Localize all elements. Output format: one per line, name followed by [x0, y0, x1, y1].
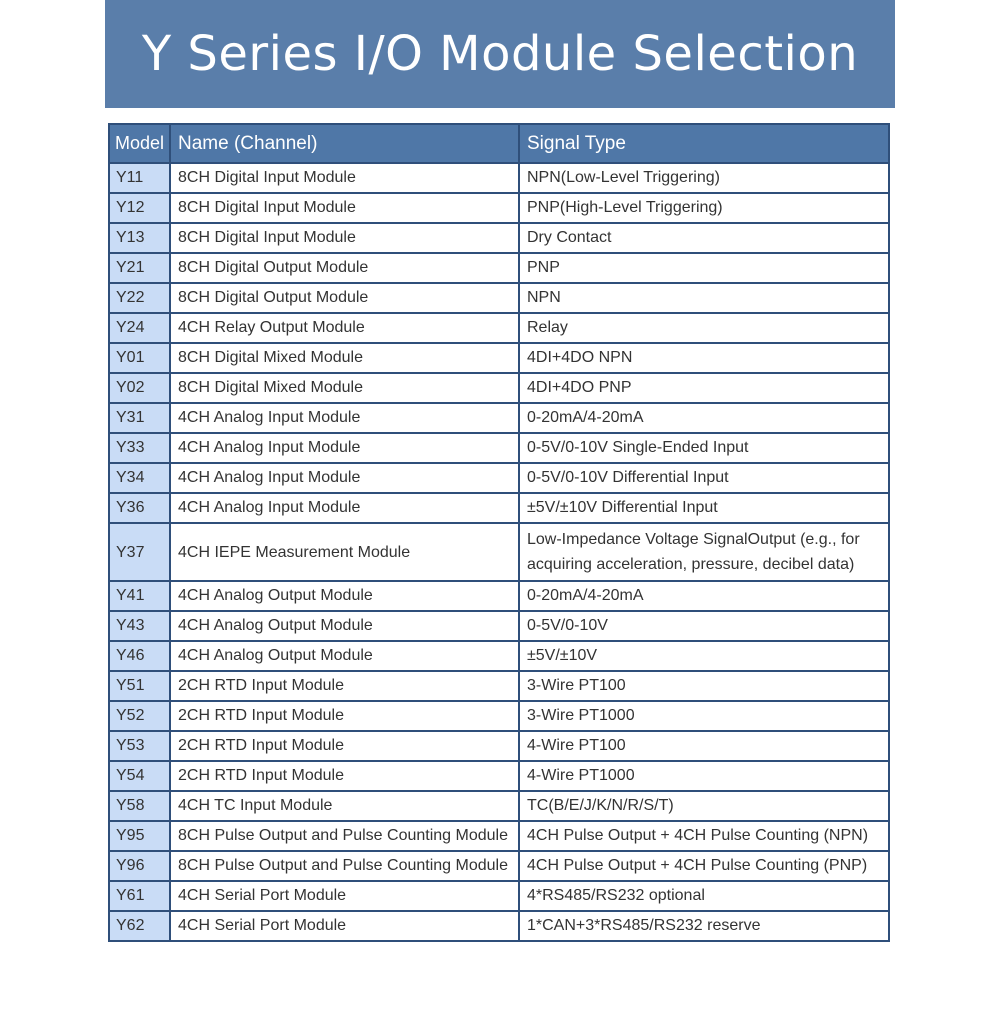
signal-type-cell: PNP(High-Level Triggering): [519, 193, 889, 223]
signal-type-cell: ±5V/±10V: [519, 641, 889, 671]
table-row: [109, 701, 889, 731]
name-cell: 2CH RTD Input Module: [170, 671, 519, 701]
name-cell: 4CH Analog Output Module: [170, 641, 519, 671]
name-cell: 4CH Analog Output Module: [170, 581, 519, 611]
table-header-row: [109, 124, 889, 163]
name-cell: 2CH RTD Input Module: [170, 731, 519, 761]
name-cell: 8CH Digital Input Module: [170, 163, 519, 193]
name-cell: 8CH Digital Output Module: [170, 283, 519, 313]
model-cell: Y24: [109, 313, 170, 343]
table-row: [109, 493, 889, 523]
table-row: [109, 433, 889, 463]
table-row: [109, 761, 889, 791]
table-row: [109, 523, 889, 581]
signal-type-cell: 0-5V/0-10V: [519, 611, 889, 641]
table-body: [109, 163, 889, 941]
table-row: [109, 313, 889, 343]
header-model: Model: [109, 124, 170, 163]
model-cell: Y36: [109, 493, 170, 523]
table-row: [109, 403, 889, 433]
model-cell: Y01: [109, 343, 170, 373]
name-cell: 8CH Pulse Output and Pulse Counting Module: [170, 821, 519, 851]
model-cell: Y13: [109, 223, 170, 253]
table-row: [109, 163, 889, 193]
table-row: [109, 283, 889, 313]
table-row: [109, 821, 889, 851]
table-row: [109, 641, 889, 671]
model-cell: Y46: [109, 641, 170, 671]
model-cell: Y51: [109, 671, 170, 701]
module-selection-table: [108, 123, 890, 942]
name-cell: 4CH Analog Input Module: [170, 463, 519, 493]
name-cell: 8CH Digital Mixed Module: [170, 373, 519, 403]
name-cell: 2CH RTD Input Module: [170, 761, 519, 791]
name-cell: 4CH Analog Input Module: [170, 493, 519, 523]
name-cell: 4CH Serial Port Module: [170, 881, 519, 911]
name-cell: 4CH IEPE Measurement Module: [170, 523, 519, 581]
signal-type-cell: PNP: [519, 253, 889, 283]
model-cell: Y53: [109, 731, 170, 761]
model-cell: Y11: [109, 163, 170, 193]
model-cell: Y31: [109, 403, 170, 433]
name-cell: 4CH Relay Output Module: [170, 313, 519, 343]
title-banner: [105, 0, 895, 108]
signal-type-cell: 4-Wire PT1000: [519, 761, 889, 791]
table-row: [109, 463, 889, 493]
table-row: [109, 611, 889, 641]
signal-type-cell: Relay: [519, 313, 889, 343]
signal-type-cell: 0-5V/0-10V Differential Input: [519, 463, 889, 493]
table-row: [109, 671, 889, 701]
signal-type-cell: 4*RS485/RS232 optional: [519, 881, 889, 911]
model-cell: Y62: [109, 911, 170, 941]
name-cell: 4CH Analog Input Module: [170, 403, 519, 433]
signal-type-cell: Low-Impedance Voltage SignalOutput (e.g., for acquiring acceleration, pressure, decibel data): [519, 523, 889, 581]
name-cell: 4CH Analog Output Module: [170, 611, 519, 641]
signal-type-cell: Dry Contact: [519, 223, 889, 253]
table-row: [109, 343, 889, 373]
name-cell: 8CH Pulse Output and Pulse Counting Module: [170, 851, 519, 881]
signal-type-cell: 4CH Pulse Output + 4CH Pulse Counting (PNP): [519, 851, 889, 881]
model-cell: Y22: [109, 283, 170, 313]
signal-type-cell: NPN(Low-Level Triggering): [519, 163, 889, 193]
table-row: [109, 881, 889, 911]
name-cell: 4CH TC Input Module: [170, 791, 519, 821]
header-signal-type: Signal Type: [519, 124, 889, 163]
signal-type-cell: 0-5V/0-10V Single-Ended Input: [519, 433, 889, 463]
model-cell: Y54: [109, 761, 170, 791]
model-cell: Y95: [109, 821, 170, 851]
signal-type-cell: 4DI+4DO NPN: [519, 343, 889, 373]
name-cell: 8CH Digital Output Module: [170, 253, 519, 283]
table-row: [109, 731, 889, 761]
model-cell: Y43: [109, 611, 170, 641]
table-row: [109, 911, 889, 941]
table-row: [109, 791, 889, 821]
name-cell: 2CH RTD Input Module: [170, 701, 519, 731]
model-cell: Y58: [109, 791, 170, 821]
signal-type-cell: TC(B/E/J/K/N/R/S/T): [519, 791, 889, 821]
table-row: [109, 223, 889, 253]
model-cell: Y33: [109, 433, 170, 463]
signal-type-cell: 0-20mA/4-20mA: [519, 403, 889, 433]
signal-type-cell: 1*CAN+3*RS485/RS232 reserve: [519, 911, 889, 941]
table-row: [109, 373, 889, 403]
model-cell: Y61: [109, 881, 170, 911]
page-title: Y Series I/O Module Selection: [141, 26, 859, 82]
model-cell: Y21: [109, 253, 170, 283]
signal-type-cell: NPN: [519, 283, 889, 313]
table-row: [109, 581, 889, 611]
model-cell: Y02: [109, 373, 170, 403]
name-cell: 4CH Analog Input Module: [170, 433, 519, 463]
name-cell: 8CH Digital Input Module: [170, 193, 519, 223]
table-row: [109, 851, 889, 881]
table-row: [109, 193, 889, 223]
model-cell: Y52: [109, 701, 170, 731]
signal-type-cell: 4-Wire PT100: [519, 731, 889, 761]
signal-type-cell: 3-Wire PT1000: [519, 701, 889, 731]
model-cell: Y41: [109, 581, 170, 611]
name-cell: 8CH Digital Input Module: [170, 223, 519, 253]
model-cell: Y12: [109, 193, 170, 223]
model-cell: Y96: [109, 851, 170, 881]
signal-type-cell: ±5V/±10V Differential Input: [519, 493, 889, 523]
signal-type-cell: 0-20mA/4-20mA: [519, 581, 889, 611]
signal-type-cell: 4DI+4DO PNP: [519, 373, 889, 403]
header-name: Name (Channel): [170, 124, 519, 163]
model-cell: Y37: [109, 523, 170, 581]
signal-type-cell: 4CH Pulse Output + 4CH Pulse Counting (NPN): [519, 821, 889, 851]
model-cell: Y34: [109, 463, 170, 493]
name-cell: 8CH Digital Mixed Module: [170, 343, 519, 373]
name-cell: 4CH Serial Port Module: [170, 911, 519, 941]
table-row: [109, 253, 889, 283]
signal-type-cell: 3-Wire PT100: [519, 671, 889, 701]
